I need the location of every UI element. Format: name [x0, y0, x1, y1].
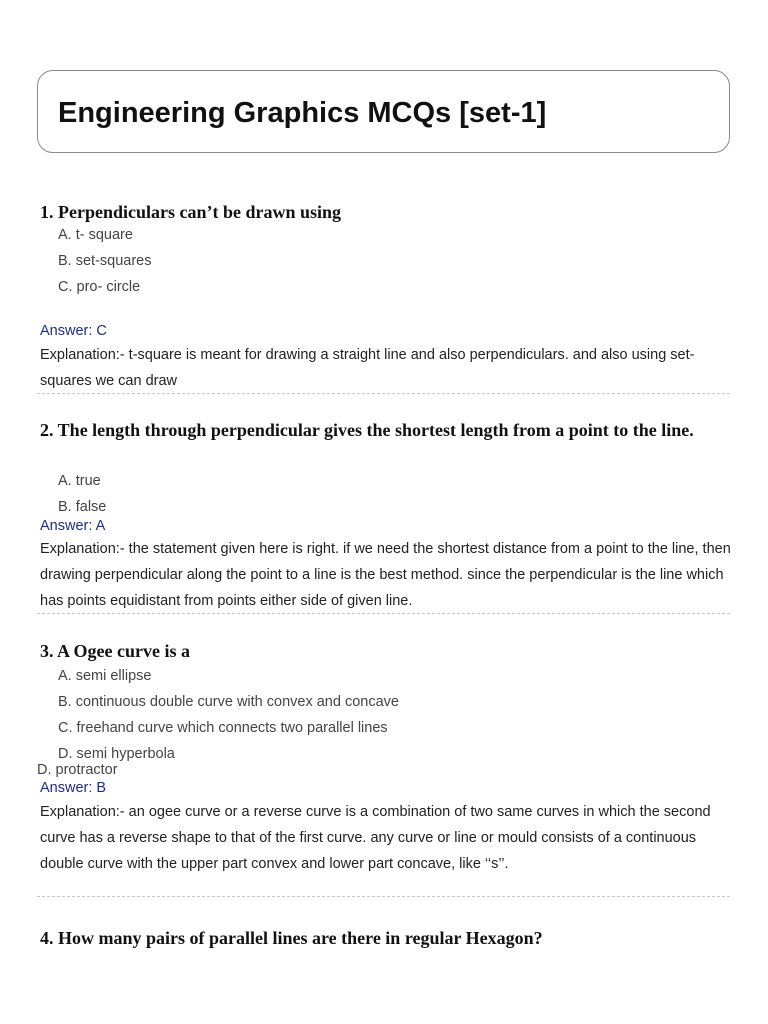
divider	[37, 393, 730, 394]
question-1-option-c: C. pro- circle	[58, 279, 141, 295]
question-2-option-b: B. false	[58, 499, 107, 515]
question-3-answer: Answer: B	[40, 780, 107, 796]
page-title: Engineering Graphics MCQs [set-1]	[58, 97, 547, 129]
question-3-extra-option: D. protractor	[37, 762, 118, 778]
question-1-text: 1. Perpendiculars can’t be drawn using	[40, 202, 342, 222]
title-box	[37, 70, 730, 153]
divider	[37, 613, 730, 614]
question-2-text: 2. The length through perpendicular gives the shortest length from a point to the line.	[40, 420, 694, 440]
question-3-option-d: D. semi hyperbola	[58, 746, 175, 762]
question-3-option-b: B. continuous double curve with convex and concave	[58, 694, 399, 710]
question-1-explanation: Explanation:- t-square is meant for drawing a straight line and also perpendiculars. and also using set-squares we can draw	[40, 347, 695, 389]
question-2-answer: Answer: A	[40, 518, 106, 534]
question-3-option-a: A. semi ellipse	[58, 668, 152, 684]
question-3-text: 3. A Ogee curve is a	[40, 641, 190, 661]
divider	[37, 896, 730, 897]
question-2-option-a: A. true	[58, 473, 101, 489]
question-4-text: 4. How many pairs of parallel lines are there in regular Hexagon?	[40, 928, 543, 948]
question-3-option-c: C. freehand curve which connects two parallel lines	[58, 720, 388, 736]
question-3-explanation: Explanation:- an ogee curve or a reverse curve is a combination of two same curves in which the second curve has a reverse shape to that of the first curve. any curve or line or mould consists of a continuous double curve with the upper part convex and lower part concave, like ‘‘s’’.	[40, 804, 711, 872]
question-1-option-a: A. t- square	[58, 227, 133, 243]
question-1-answer: Answer: C	[40, 323, 107, 339]
question-2-explanation: Explanation:- the statement given here is right. if we need the shortest distance from a point to the line, then drawing perpendicular along the point to a line is the best method. since the perpendicular is the line which has points equidistant from points either side of given line.	[40, 541, 731, 609]
question-1-option-b: B. set-squares	[58, 253, 152, 269]
